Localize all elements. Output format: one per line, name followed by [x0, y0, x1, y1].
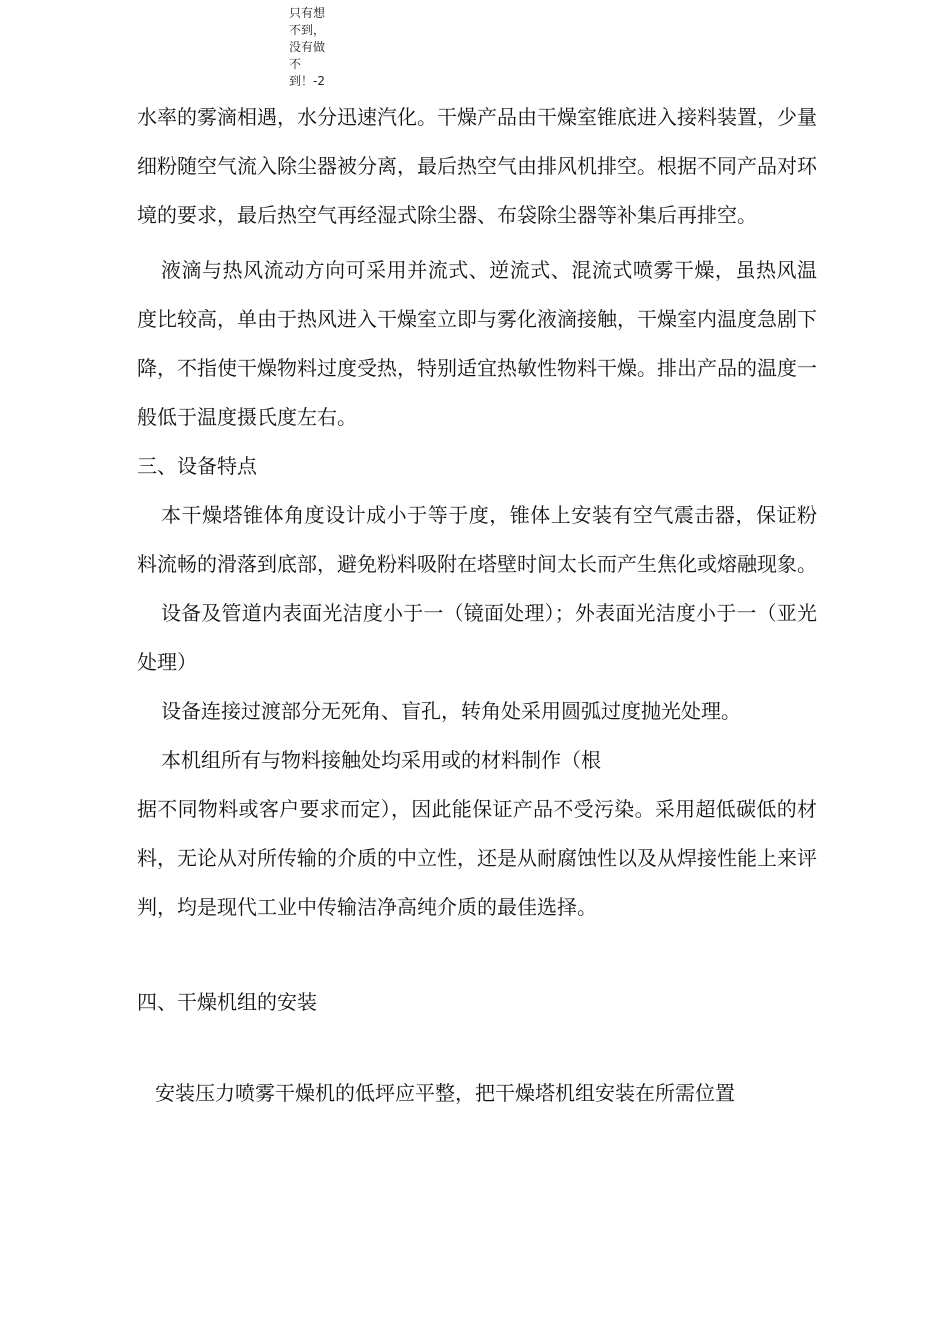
paragraph-surface-finish: 设备及管道内表面光洁度小于一（镜面处理）；外表面光洁度小于一（亚光处理）: [137, 601, 817, 674]
section-heading-equipment-features: 三、设备特点: [137, 454, 257, 478]
paragraph-cone-design: 本干燥塔锥体角度设计成小于等于度，锥体上安装有空气震击器，保证粉料流畅的滑落到底部，避免粉料吸附在塔壁时间太长而产生焦化或熔融现象。: [137, 503, 817, 576]
section-heading-installation: 四、干燥机组的安装: [137, 990, 317, 1014]
header-note-line: 到！-2: [289, 74, 325, 88]
document-body: [137, 93, 817, 1118]
paragraph-transition-parts: 设备连接过渡部分无死角、盲孔，转角处采用圆弧过度抛光处理。: [161, 699, 741, 723]
paragraph-material-line-1: 本机组所有与物料接触处均采用或的材料制作（根: [161, 748, 601, 772]
paragraph-flow-direction: 液滴与热风流动方向可采用并流式、逆流式、混流式喷雾干燥，虽热风温度比较高，单由于热风进入干燥室立即与雾化液滴接触，干燥室内温度急剧下降，不指使干燥物料过度受热，特别适宜热敏性物料干燥。排出产品的温度一般低于温度摄氏度左右。: [137, 258, 817, 429]
header-note: [289, 5, 335, 90]
header-note-line: 不到，: [289, 23, 326, 37]
header-note-line: 没有做: [289, 40, 326, 54]
paragraph-installation: 安装压力喷雾干燥机的低坪应平整，把干燥塔机组安装在所需位置: [155, 1081, 735, 1105]
paragraph-material-rest: 据不同物料或客户要求而定），因此能保证产品不受污染。采用超低碳低的材料，无论从对所传输的介质的中立性，还是从耐腐蚀性以及从焊接性能上来评判，均是现代工业中传输洁净高纯介质的最佳选择。: [137, 797, 817, 919]
header-note-line: 只有想: [289, 6, 326, 20]
header-note-line: 不: [289, 57, 302, 71]
paragraph-drying-process: 水率的雾滴相遇，水分迅速汽化。干燥产品由干燥室锥底进入接料装置，少量细粉随空气流入除尘器被分离，最后热空气由排风机排空。根据不同产品对环境的要求，最后热空气再经湿式除尘器、布袋除尘器等补集后再排空。: [137, 105, 817, 227]
